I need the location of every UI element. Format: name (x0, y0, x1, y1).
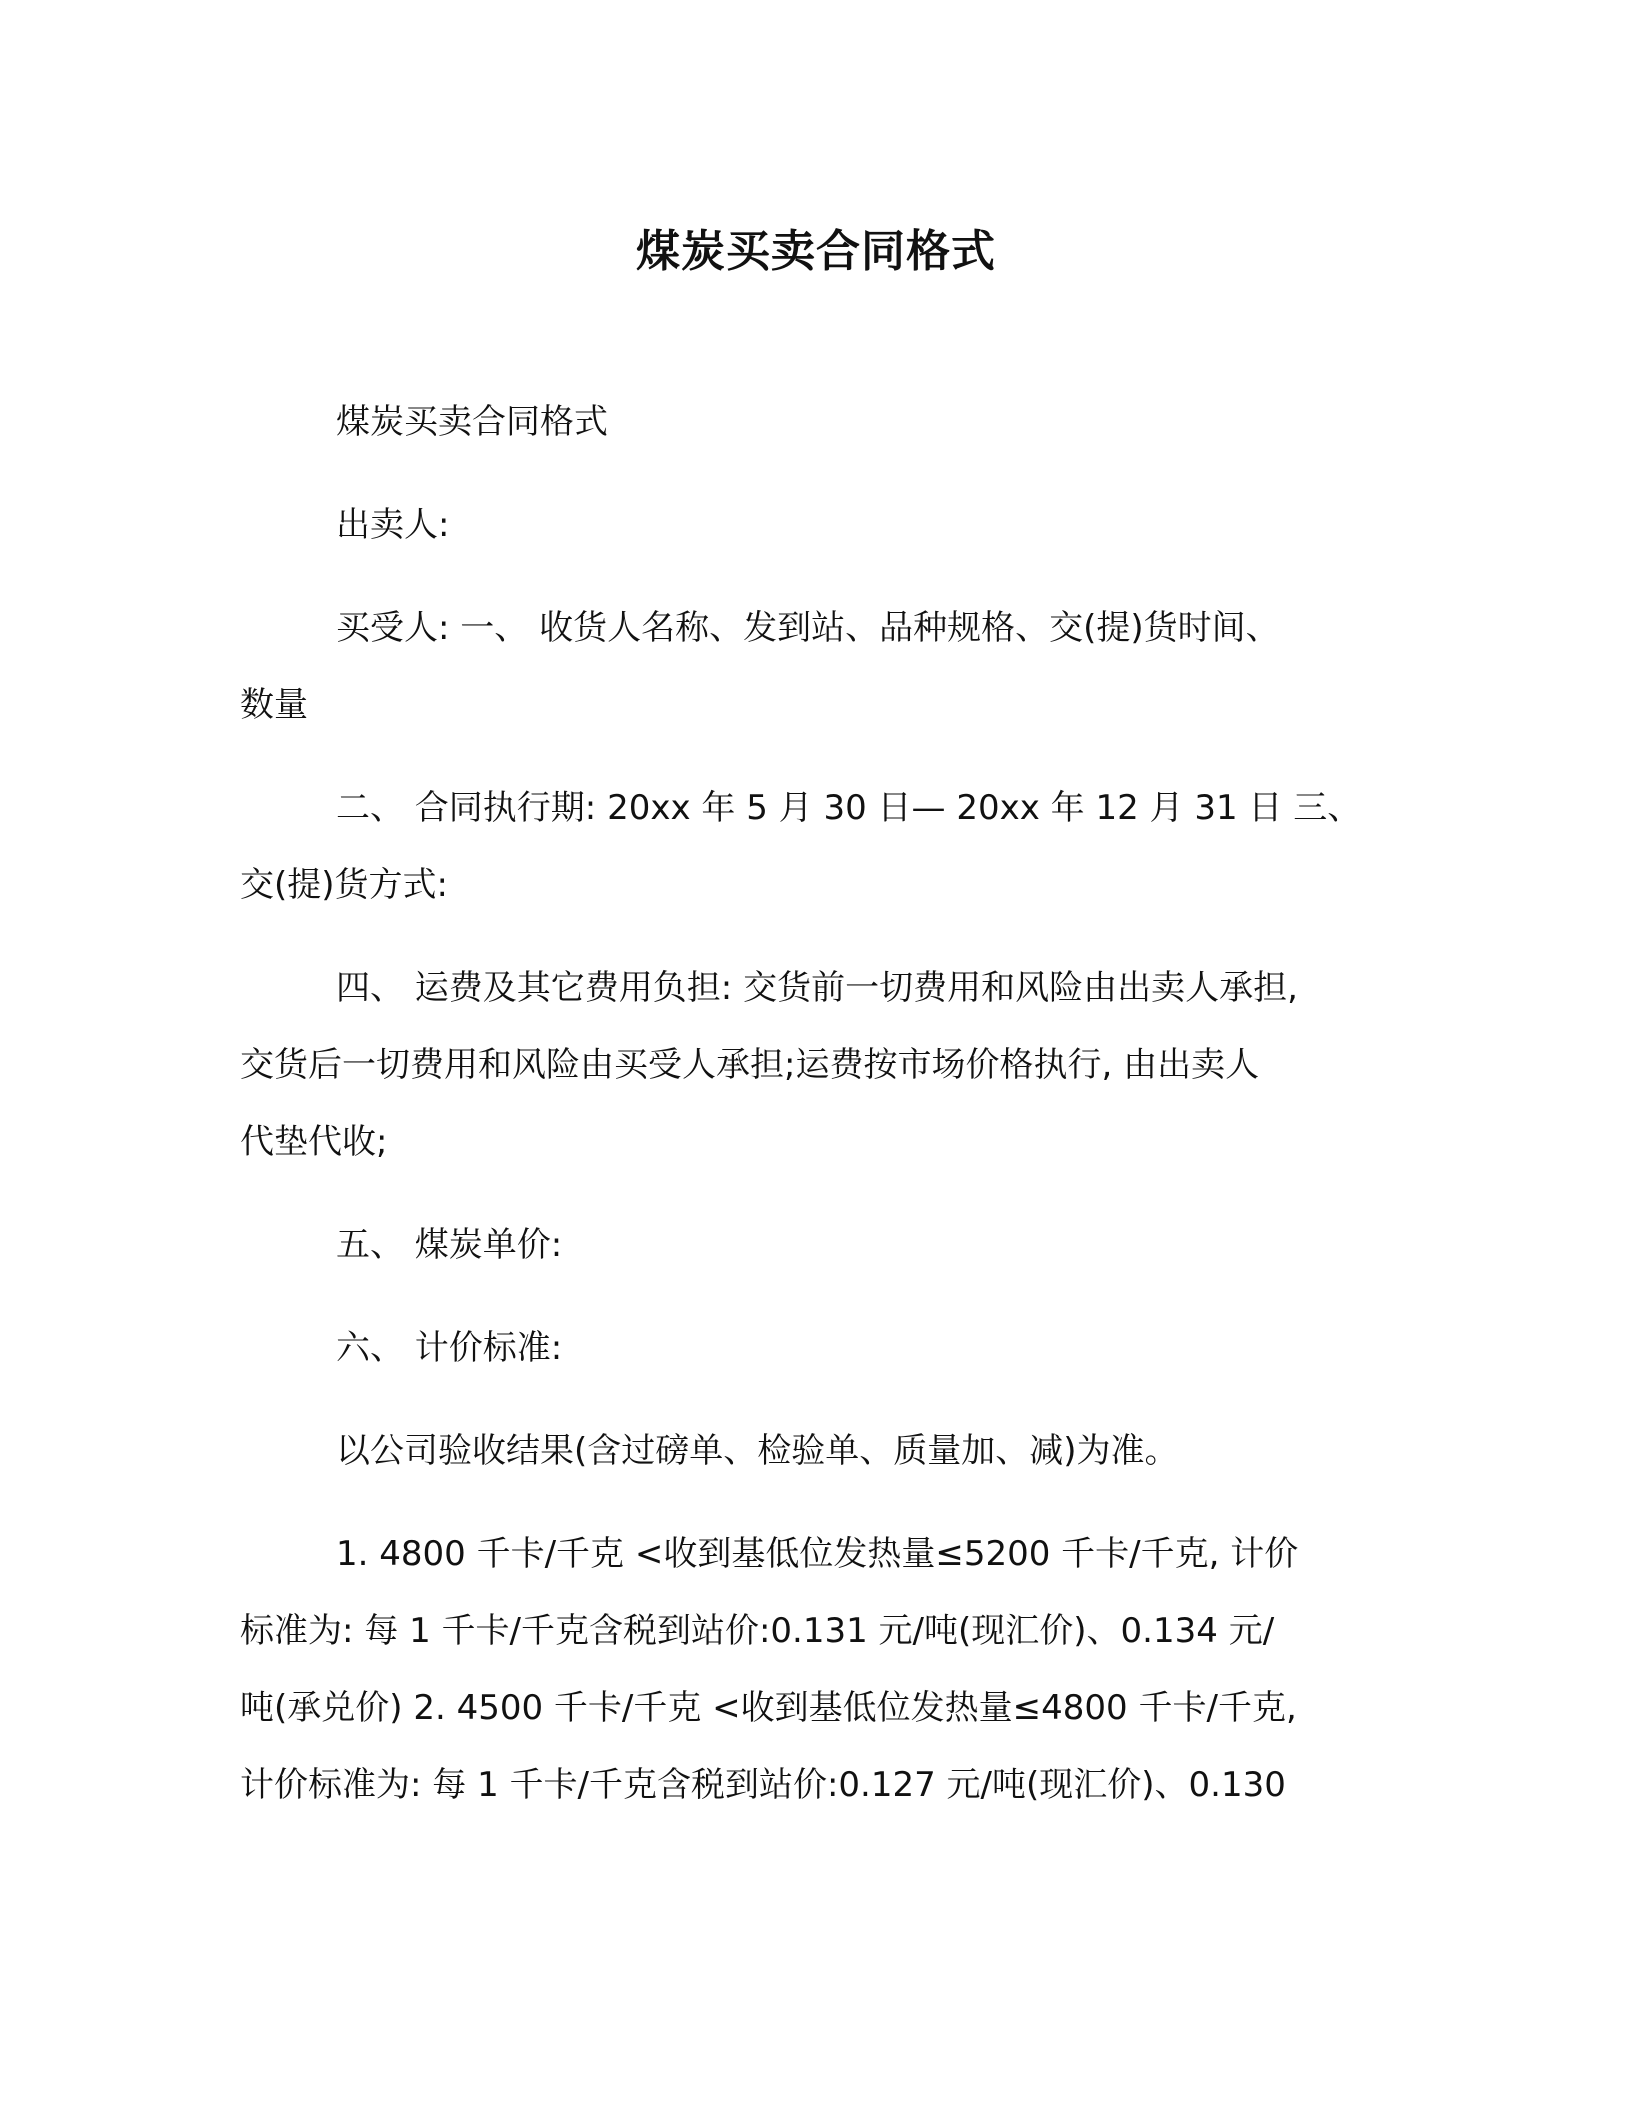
paragraph-line: 六、 计价标准: (336, 1328, 563, 1368)
paragraph-line: 计价标准为: 每 1 千卡/千克含税到站价:0.127 元/吨(现汇价)、0.130 (240, 1765, 1286, 1805)
paragraph-line: 以公司验收结果(含过磅单、检验单、质量加、减)为准。 (336, 1431, 1179, 1471)
paragraph-line: 四、 运费及其它费用负担: 交货前一切费用和风险由出卖人承担, (336, 968, 1298, 1008)
paragraph-seller (240, 487, 1400, 564)
paragraph-buyer (240, 590, 1400, 744)
paragraph-line: 数量 (240, 685, 308, 725)
paragraph-line: 买受人: 一、 收货人名称、发到站、品种规格、交(提)货时间、 (336, 608, 1280, 648)
paragraph-clause-4 (240, 950, 1400, 1181)
paragraph-line: 吨(承兑价) 2. 4500 千卡/千克 <收到基低位发热量≤4800 千卡/千克, (240, 1688, 1297, 1728)
paragraph-line: 五、 煤炭单价: (336, 1225, 563, 1265)
paragraph-line: 煤炭买卖合同格式 (336, 402, 608, 442)
paragraph-basis (240, 1413, 1400, 1490)
paragraph-clause-6 (240, 1310, 1400, 1387)
paragraph-line: 二、 合同执行期: 20xx 年 5 月 30 日— 20xx 年 12 月 31 日 三、 (336, 788, 1362, 828)
paragraph-clause-2-3 (240, 770, 1400, 924)
paragraph-line: 代垫代收; (240, 1122, 388, 1162)
paragraph-line: 1. 4800 千卡/千克 <收到基低位发热量≤5200 千卡/千克, 计价 (336, 1534, 1299, 1574)
paragraph-pricing (240, 1516, 1400, 1824)
paragraph-line: 出卖人: (336, 505, 450, 545)
paragraph-line: 交货后一切费用和风险由买受人承担;运费按市场价格执行, 由出卖人 (240, 1045, 1260, 1085)
document-title: 煤炭买卖合同格式 (636, 226, 996, 277)
paragraph-clause-5 (240, 1207, 1400, 1284)
paragraph-line: 标准为: 每 1 千卡/千克含税到站价:0.131 元/吨(现汇价)、0.134 元/ (240, 1611, 1275, 1651)
paragraph-subtitle (240, 384, 1400, 461)
paragraph-line: 交(提)货方式: (240, 865, 448, 905)
